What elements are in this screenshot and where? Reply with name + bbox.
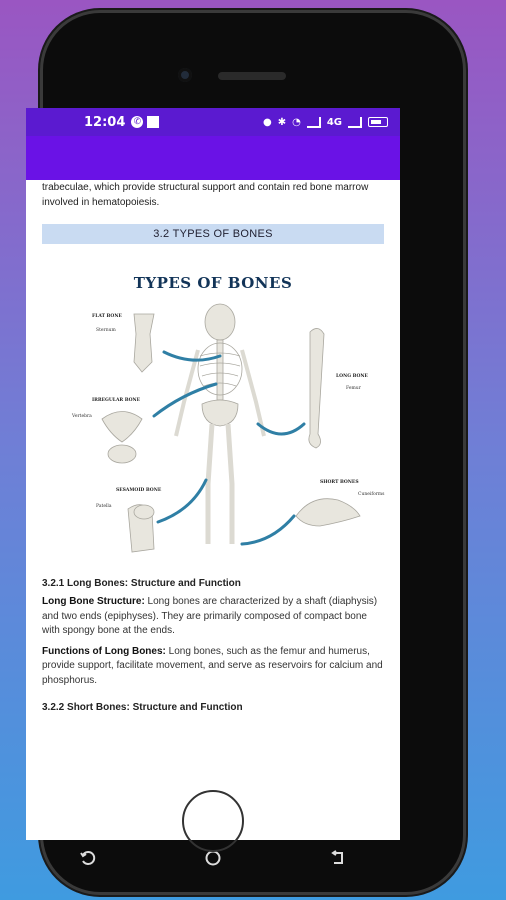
irregular-bone-label: IRREGULAR BONE — [92, 398, 141, 403]
right-leg-shape — [228, 424, 232, 544]
recent-apps-button[interactable] — [78, 848, 98, 868]
status-time: 12:04 — [84, 114, 126, 130]
types-of-bones-figure — [42, 254, 384, 564]
notification-icon — [147, 116, 159, 128]
section-heading: 3.2 TYPES OF BONES — [42, 224, 384, 244]
flat-bone-label: FLAT BONE — [92, 314, 122, 319]
subsection-short-bones: 3.2.2 Short Bones: Structure and Function — [42, 702, 243, 713]
vertebra-label: Vertebra — [72, 414, 92, 419]
network-type: 4G — [326, 116, 342, 128]
femur-shape — [309, 328, 324, 448]
long-bone-functions-text: Long bones, such as the femur and humerus, provide support, facilitate movement, and serve as reservoirs for calcium and phosphorus. — [42, 645, 383, 686]
sesamoid-bone-label: SESAMOID BONE — [116, 488, 162, 493]
status-bar — [26, 108, 400, 136]
long-bone-structure-paragraph — [42, 595, 384, 639]
whatsapp-icon: ✆ — [131, 116, 143, 128]
data-saver-icon: ● — [262, 116, 272, 128]
right-arm-shape — [242, 350, 264, 436]
signal-icon — [307, 117, 321, 128]
vertebra-shape — [102, 412, 142, 443]
signal-icon-2 — [348, 117, 362, 128]
figure-title: TYPES OF BONES — [133, 274, 293, 292]
app-bar — [26, 136, 400, 180]
content-area[interactable] — [26, 180, 400, 840]
long-bone-label: LONG BONE — [336, 374, 368, 379]
skeleton-illustration — [42, 254, 384, 564]
screen — [26, 108, 400, 840]
recent-apps-icon — [80, 850, 96, 866]
long-bone-functions-paragraph — [42, 645, 384, 689]
arrow-short-bones — [242, 516, 294, 544]
battery-icon — [368, 117, 388, 127]
back-button[interactable] — [328, 848, 348, 868]
patella-label: Patella — [96, 504, 112, 509]
foot-shape — [296, 499, 360, 526]
subsection-long-bones: 3.2.1 Long Bones: Structure and Function — [42, 578, 241, 589]
long-bone-functions-term: Functions of Long Bones: — [42, 645, 166, 657]
pelvis-shape — [202, 400, 238, 426]
intro-text: trabeculae, which provide structural support and contain red bone marrow involved in hematopoiesis. — [42, 182, 369, 208]
cuneiforms-label: Cuneiforms — [358, 492, 385, 497]
left-leg-shape — [208, 424, 212, 544]
short-bones-label: SHORT BONES — [320, 480, 359, 485]
wifi-icon: ◔ — [292, 116, 301, 128]
vertebra-body-shape — [108, 445, 136, 463]
arrow-sesamoid-bone — [158, 480, 206, 522]
back-icon — [330, 850, 346, 866]
sternum-label: Sternum — [96, 328, 116, 333]
sternum-shape — [134, 314, 154, 372]
femur-label: Femur — [346, 386, 361, 391]
physical-home-button[interactable] — [182, 790, 244, 852]
front-camera — [178, 68, 192, 82]
earpiece-speaker — [218, 72, 286, 80]
bluetooth-icon: ✱ — [277, 116, 287, 128]
skull-shape — [205, 304, 235, 340]
long-bone-structure-text: Long bones are characterized by a shaft (diaphysis) and two ends (epiphyses). They are primarily composed of compact bone with spongy bone at the ends. — [42, 596, 378, 636]
spine-shape — [217, 340, 223, 400]
long-bone-structure-term: Long Bone Structure: — [42, 596, 145, 607]
